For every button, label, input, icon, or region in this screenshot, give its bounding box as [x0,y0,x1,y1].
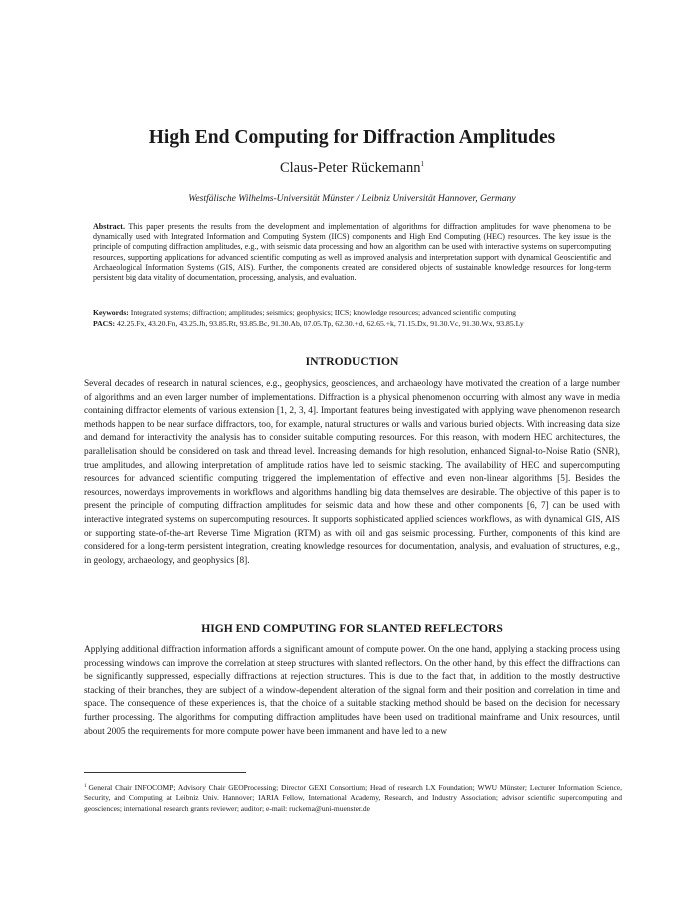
footnote [84,782,622,814]
abstract [93,222,611,283]
abstract-text: This paper presents the results from the development and implementation of algorithms for diffraction amplitudes for wave phenomena to be dynamically used with Integrated Information and Computing System (IICS) components and High End Computing (HEC) resources. The key issue is the principle of computing diffraction amplitudes, e.g., with seismic data processing and how an algorithm can be used with interactive systems on supercomputing resources, supporting applications for advanced scientific computing as well as improved analysis and interpretation support with dynamical Geoscientific and Archaeological Information Systems (GIS, AIS). Further, the components created are considered objects of sustainable knowledge resources for long-term persistent big data vitality of documentation, processing, analysis, and evaluation. [93,222,611,283]
section-text-hec: Applying additional diffraction information affords a significant amount of compute power. On the one hand, applying a stacking process using processing windows can improve the correlation at steep structures with slanted reflectors. On the other hand, by this effect the diffractions can be significantly suppressed, especially diffractions at rejection structures. This is due to the fact that, in addition to the mostly destructive stacking of their branches, they are subject of a window-dependent alteration of the signal form and their position and correlation in time and space. The consequence of these experiences is, that the choice of a suitable stacking method should be based on the decision for necessary further processing. The algorithms for computing diffraction amplitudes have been used on traditional mainframe and Unix resources, until about 2005 the requirements for more compute power have been immanent and have led to a new [84,645,620,737]
pacs-line [93,319,623,330]
section-heading-introduction: INTRODUCTION [305,355,399,368]
keywords-text: Integrated systems; diffraction; amplitudes; seismics; geophysics; IICS; knowledge resources; advanced scientific computing [130,308,517,317]
keywords-label: Keywords: [93,308,129,317]
author-footnote-mark: 1 [420,160,425,168]
footnote-text: General Chair INFOCOMP; Advisory Chair GEOProcessing; Director GEXI Consortium; Head of research LX Foundation; WWU Münster; Lecturer Information Science, Security, and Computing at Leibniz Univ. Hannover; IARIA Fellow, International Academy, Research, and Industry Association; advisor scientific supercomputing and geosciences; international research grants reviewer; auditor; e-mail: ruckema@uni-muenster.de [84,783,622,813]
author-name: Claus-Peter Rückemann [279,160,421,176]
pacs-text: 42.25.Fx, 43.20.Fn, 43.25.Jh, 93.85.Rt, 93.85.Bc, 91.30.Ab, 07.05.Tp, 62.30.+d, 62.65.+k, 71.15.Dx, 91.30.Vc, 91.30.Wx, 93.85.Ly [117,318,524,328]
affiliation: Westfälische Wilhelms-Universität Münster / Leibniz Universität Hannover, Germany [188,193,516,204]
section-text-introduction: Several decades of research in natural sciences, e.g., geophysics, geosciences, and archaeology have motivated the creation of a large number of algorithms and an even larger number of implementations. Diffraction is a physical phenomenon occurring with almost any wave in media containing diffractor elements of various extension [1, 2, 3, 4]. Important features being investigated with applying wave phenomenon research methods happen to be near surface diffractors, too, for example, natural structures or walls and various buried objects. With increasing data size and demand for interactivity the analysis has to consider suitable computing resources. For this reason, with modern HEC architectures, the parallelisation should be considered on task and thread level. Increasing demands for high resolution, enhanced Signal-to-Noise Ratio (SNR), true amplitudes, and allowing interpretation of amplitude ratios have led to seismic stacking. The availability of HEC and supercomputing resources for advanced scientific computing triggered the implementation of effective and even non-linear algorithms [5]. Besides the resources, nowerdays improvements in workflows and algorithms handling big data themselves are desirable. The objective of this paper is to present the principle of computing diffraction amplitudes for seismic data and how these and other components [6, 7] can be used with interactive integrated systems on supercomputing resources. It supports sophisticated applied sciences workflows, as with dynamical GIS, AIS or supporting state-of-the-art Reverse Time Migration (RTM) as with oil and gas seismic processing. Further, components of this kind are considered for a long-term persistent integration, creating knowledge resources for documentation, analysis, and evaluation of structures, e.g., in geology, archaeology, and geophysics [8]. [84,379,620,566]
paper-page [84,0,620,906]
section-heading-hec: HIGH END COMPUTING FOR SLANTED REFLECTORS [201,622,503,635]
keywords-line [93,308,623,319]
abstract-label: Abstract. [93,222,125,231]
paper-title: High End Computing for Diffraction Amplitudes [148,127,556,148]
footnote-rule [84,772,246,773]
author-line [84,160,620,177]
pacs-label: PACS: [93,318,116,328]
footnote-mark: 1 [84,784,87,789]
keywords-block [93,308,623,329]
